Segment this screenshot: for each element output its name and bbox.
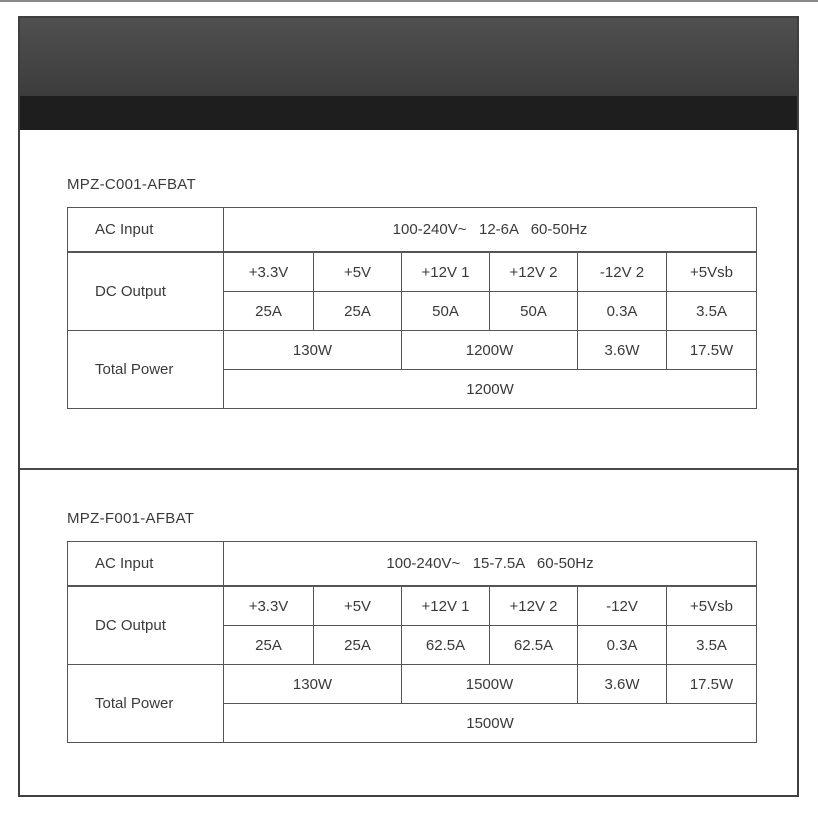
rail-cell: +3.3V [224, 252, 314, 292]
header-bar [20, 96, 797, 130]
ac-input-value: 100-240V~ 12-6A 60-50Hz [224, 208, 757, 253]
power-cell: 17.5W [667, 665, 757, 704]
amp-cell: 50A [402, 292, 490, 331]
amp-cell: 0.3A [578, 626, 667, 665]
model-title: MPZ-F001-AFBAT [67, 510, 195, 527]
amp-cell: 25A [314, 626, 402, 665]
row-label: Total Power [68, 331, 224, 409]
rail-cell: -12V 2 [578, 252, 667, 292]
rail-cell: +12V 2 [490, 252, 578, 292]
spec-panel [18, 16, 799, 797]
row-label: AC Input [68, 542, 224, 587]
rail-cell: +12V 2 [490, 586, 578, 626]
amp-cell: 25A [224, 626, 314, 665]
dc-output-rails-row [68, 252, 757, 292]
row-label: Total Power [68, 665, 224, 743]
power-cell: 3.6W [578, 331, 667, 370]
ac-input-value: 100-240V~ 15-7.5A 60-50Hz [224, 542, 757, 587]
rail-cell: +12V 1 [402, 252, 490, 292]
total-power-value: 1500W [224, 704, 757, 743]
rail-cell: +5Vsb [667, 586, 757, 626]
total-power-rail-row [68, 665, 757, 704]
rail-cell: +5V [314, 252, 402, 292]
amp-cell: 62.5A [402, 626, 490, 665]
total-power-value: 1200W [224, 370, 757, 409]
amp-cell: 3.5A [667, 292, 757, 331]
model-title: MPZ-C001-AFBAT [67, 176, 196, 193]
rail-cell: +12V 1 [402, 586, 490, 626]
spec-table [67, 541, 757, 743]
section-divider [20, 468, 797, 470]
rail-cell: +5V [314, 586, 402, 626]
power-cell: 1500W [402, 665, 578, 704]
dc-output-rails-row [68, 586, 757, 626]
amp-cell: 25A [314, 292, 402, 331]
power-cell: 130W [224, 331, 402, 370]
rail-cell: +5Vsb [667, 252, 757, 292]
row-label: DC Output [68, 252, 224, 331]
amp-cell: 0.3A [578, 292, 667, 331]
ac-input-row [68, 542, 757, 587]
power-cell: 130W [224, 665, 402, 704]
power-cell: 1200W [402, 331, 578, 370]
row-label: AC Input [68, 208, 224, 253]
amp-cell: 62.5A [490, 626, 578, 665]
power-cell: 17.5W [667, 331, 757, 370]
rail-cell: -12V [578, 586, 667, 626]
spec-table [67, 207, 757, 409]
power-cell: 3.6W [578, 665, 667, 704]
amp-cell: 50A [490, 292, 578, 331]
rail-cell: +3.3V [224, 586, 314, 626]
amp-cell: 3.5A [667, 626, 757, 665]
total-power-rail-row [68, 331, 757, 370]
ac-input-row [68, 208, 757, 253]
header-band [20, 18, 797, 96]
amp-cell: 25A [224, 292, 314, 331]
top-rule [0, 0, 818, 2]
row-label: DC Output [68, 586, 224, 665]
